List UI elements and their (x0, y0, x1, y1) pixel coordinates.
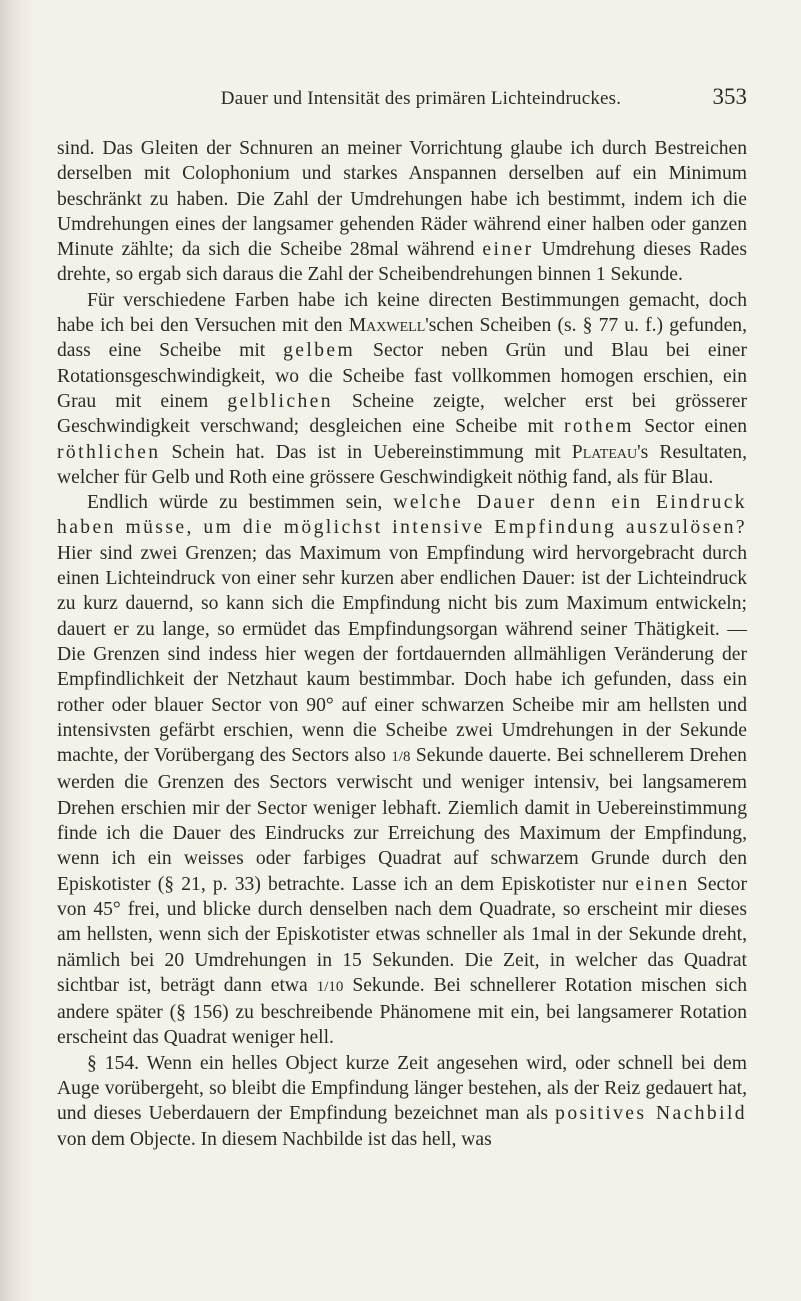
body-text (57, 136, 747, 1152)
book-spine-shadow (0, 0, 34, 1301)
text-run: 's Resultaten, welcher für Gelb und Roth eine grössere Geschwindigkeit nöthig fand, als für Blau. (57, 441, 747, 488)
text-run: Sekunde. Bei schnellerer Rotation mischen sich andere später (§ 156) zu beschreibende Phänomene mit ein, bei langsamerer Rotation erscheint das Quadrat weniger hell. (57, 974, 747, 1049)
text-run: Endlich würde zu bestimmen sein, (87, 492, 394, 514)
emphasis-spaced: gelbem (283, 340, 356, 362)
emphasis-spaced: rothem (563, 416, 634, 438)
emphasis-spaced: einer (482, 239, 534, 261)
author-name: Plateau (571, 441, 638, 463)
text-run: Sector einen (633, 416, 747, 438)
paragraph-2 (57, 288, 747, 490)
text-run: Schein hat. Das ist in Uebereinstimmung mit (160, 441, 572, 463)
emphasis-spaced: einen (635, 873, 690, 895)
text-run: Hier sind zwei Grenzen; das Maximum von Empfindung wird hervorgebracht durch einen Lichteindruck von einer sehr kurzen aber endlichen Dauer: ist der Lichteindruck zu kurz dauernd, so kann sich die Empfindung nicht bis zum Maximum entwickeln; dauert er zu lange, so ermüdet das Empfindungsorgan während seiner Thätigkeit. — Die Grenzen sind indess hier wegen der fortdauernden allmähligen Veränderung der Empfindlichkeit der Netzhaut kaum bestimmbar. Doch habe ich gefunden, dass ein rother oder blauer Sector von 90° auf einer schwarzen Scheibe mir am hellsten und intensivsten gefärbt erschien, wenn die Scheibe zwei Umdrehungen in der Sekunde machte, der Vorübergang des Sectors also (57, 542, 747, 767)
emphasis-spaced: gelblichen (227, 390, 333, 412)
text-run: 'schen Scheiben (s. § 77 u. f.) gefunden, dass eine Scheibe mit (57, 315, 747, 362)
text-run: Für verschiedene Farben habe ich keine directen Bestimmungen gemacht, doch habe ich bei den Versuchen mit den (57, 289, 747, 337)
text-run: sind. Das Gleiten der Schnuren an meiner Vorrichtung glaube ich durch Bestreichen derselben mit Colophonium und starkes Anspannen derselben auf ein Minimum beschränkt zu haben. Die Zahl der Umdrehungen habe ich bestimmt, indem ich die Umdrehungen eines der langsamer gehenden Räder während einer halben oder ganzen Minute zählte; da sich die Scheibe 28mal während (57, 138, 747, 261)
paragraph-3 (57, 490, 747, 1051)
text-run: Sector neben Grün und Blau bei einer Rotationsgeschwindigkeit, wo die Scheibe fast vollkommen homogen erschien, ein Grau mit einem (57, 340, 748, 412)
page-header (95, 84, 747, 114)
emphasis-spaced: röthlichen (57, 441, 161, 463)
paragraph-4 (57, 1051, 747, 1152)
text-run: von dem Objecte. In diesem Nachbilde ist das hell, was (57, 1128, 492, 1150)
author-name: Maxwell (348, 315, 426, 337)
emphasis-spaced: positives Nachbild (555, 1103, 747, 1125)
text-run: Sekunde dauerte. Bei schnellerem Drehen werden die Grenzen des Sectors verwischt und weniger intensiv, bei langsamerem Drehen erschien mir der Sector weniger lebhaft. Ziemlich damit in Uebereinstimmung finde ich die Dauer des Eindrucks zur Erreichung des Maximum der Empfindung, wenn ich ein weisses oder farbiges Quadrat auf schwarzem Grunde durch den Episkotister (§ 21, p. 33) betrachte. Lasse ich an dem Episkotister nur (57, 745, 747, 895)
text-run: Sector von 45° frei, und blicke durch denselben nach dem Quadrate, so erscheint mir dieses am hellsten, wenn sich der Episkotister etwas schneller als 1mal in der Sekunde dreht, nämlich bei 20 Umdrehungen in 15 Sekunden. Die Zeit, in welcher das Quadrat sichtbar ist, beträgt dann etwa (57, 873, 747, 996)
text-run: Umdrehung dieses Rades drehte, so ergab sich daraus die Zahl der Scheibendrehungen binnen 1 Sekunde. (57, 239, 747, 286)
running-title: Dauer und Intensität des primären Lichteindruckes. (220, 88, 622, 109)
page-number: 353 (712, 84, 747, 109)
fraction: 1/10 (316, 978, 344, 995)
text-run: Scheine zeigte, welcher erst bei grösserer Geschwindigkeit verschwand; desgleichen eine Scheibe mit (57, 390, 747, 438)
fraction: 1/8 (391, 749, 411, 766)
emphasis-spaced: welche Dauer denn ein Eindruck haben müsse, um die möglichst intensive Empfindung auszulösen? (57, 492, 747, 539)
text-run: § 154. Wenn ein helles Object kurze Zeit angesehen wird, oder schnell bei dem Auge vorübergeht, so bleibt die Empfindung länger bestehen, als der Reiz gedauert hat, und dieses Ueberdauern der Empfindung bezeichnet man als (57, 1052, 747, 1125)
paragraph-1 (57, 136, 747, 288)
